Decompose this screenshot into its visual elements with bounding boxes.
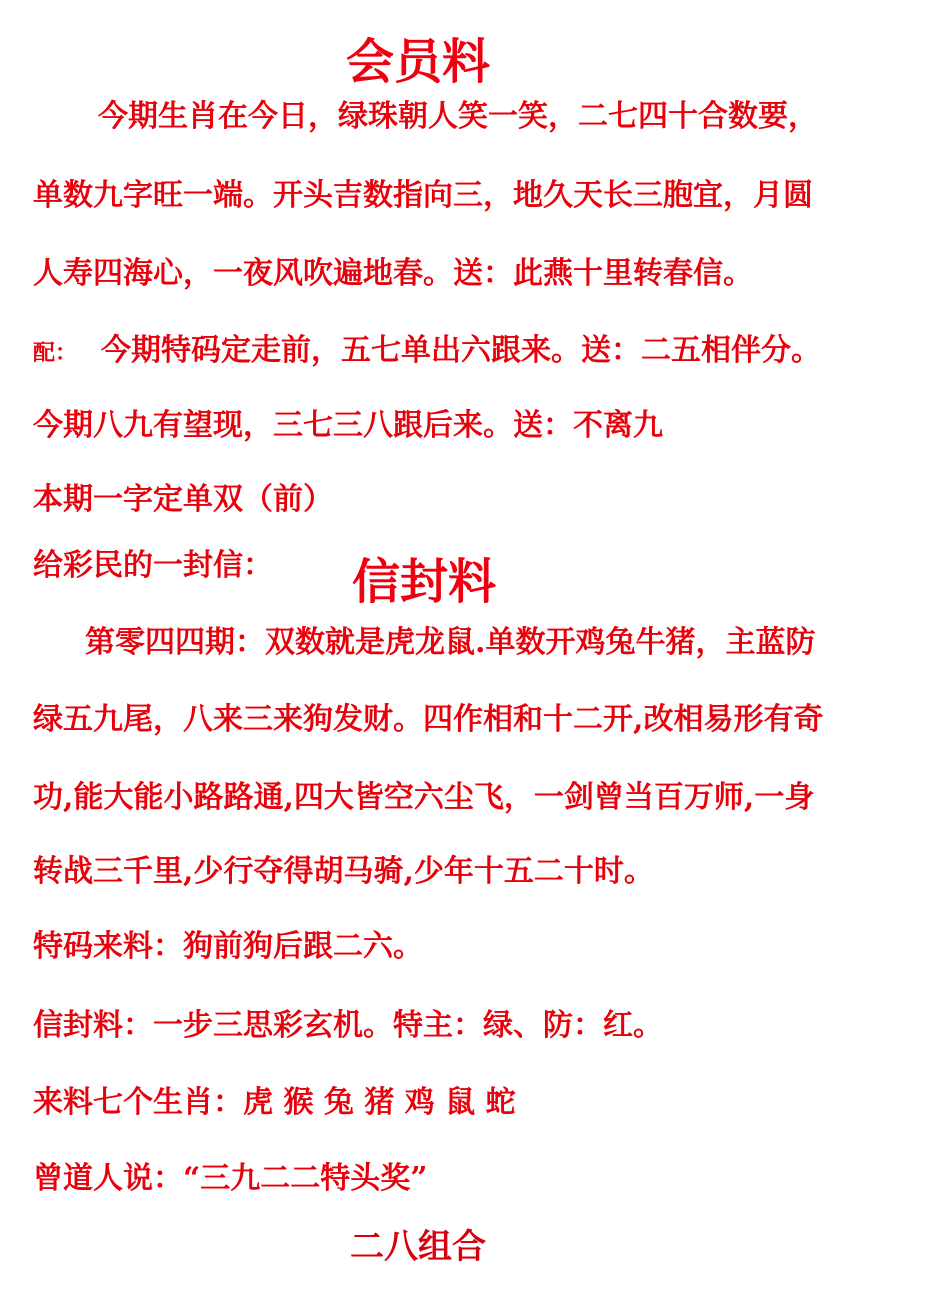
- tema-line: 特码来料：狗前狗后跟二六。: [33, 929, 423, 964]
- title-xinfeng: 信封料: [352, 554, 497, 610]
- footer-title: 二八组合: [350, 1227, 486, 1267]
- text-line-12: 转战三千里,少行夺得胡马骑,少年十五二十时。: [33, 854, 654, 889]
- letter-label: 给彩民的一封信：: [33, 548, 273, 583]
- text-line-2: 单数九字旺一端。开头吉数指向三，地久天长三胞宜，月圆: [33, 178, 813, 213]
- pei-text: 今期特码定走前，五七单出六跟来。送：二五相伴分。: [101, 333, 821, 368]
- text-line-6: 本期一字定单双（前）: [33, 482, 333, 517]
- text-line-5: 今期八九有望现，三七三八跟后来。送：不离九: [33, 408, 663, 443]
- text-line-10: 绿五九尾，八来三来狗发财。四作相和十二开,改相易形有奇: [33, 702, 824, 737]
- text-line-9: 第零四四期：双数就是虎龙鼠.单数开鸡兔牛猪，主蓝防: [85, 625, 816, 660]
- pei-label: 配：: [33, 340, 78, 366]
- text-line-1: 今期生肖在今日，绿珠朝人笑一笑，二七四十合数要，: [98, 99, 818, 134]
- text-line-11: 功,能大能小路路通,四大皆空六尘飞，一剑曾当百万师,一身: [33, 780, 815, 815]
- text-line-3: 人寿四海心，一夜风吹遍地春。送：此燕十里转春信。: [33, 256, 753, 291]
- xinfeng-line: 信封料：一步三思彩玄机。特主：绿、防：红。: [33, 1008, 663, 1043]
- zodiac-line: 来料七个生肖：虎 猴 兔 猪 鸡 鼠 蛇: [33, 1085, 516, 1120]
- zeng-line: 曾道人说：“三九二二特头奖”: [33, 1161, 428, 1196]
- title-huiyuan: 会员料: [346, 34, 491, 90]
